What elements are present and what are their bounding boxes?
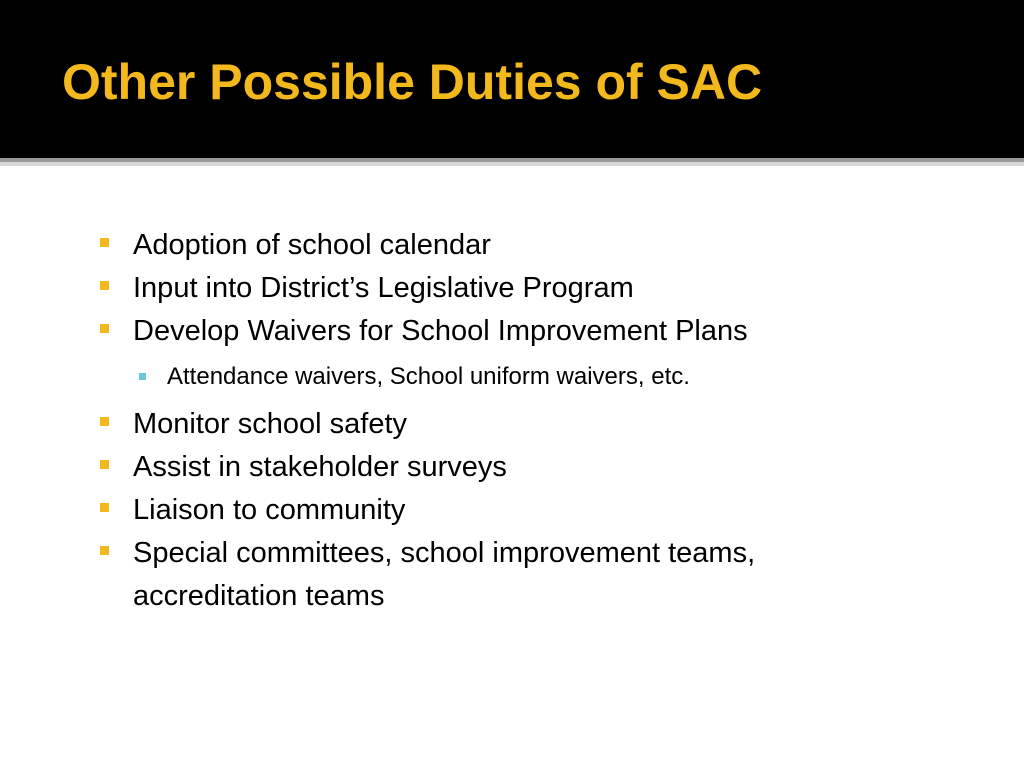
list-item [98, 224, 898, 267]
list-item-text: Special committees, school improvement teams, accreditation teams [133, 537, 756, 612]
list-item [98, 403, 898, 446]
list-item-text: Assist in stakeholder surveys [133, 451, 507, 483]
square-bullet-icon [100, 546, 109, 555]
list-item [98, 310, 898, 353]
square-bullet-icon [100, 417, 109, 426]
title-divider-shadow [0, 162, 1024, 166]
list-item [98, 489, 898, 532]
square-sub-bullet-icon [139, 373, 146, 380]
sub-list-item [98, 357, 898, 397]
bullet-list [98, 224, 898, 618]
list-item-text: Liaison to community [133, 494, 406, 526]
list-item-text: Monitor school safety [133, 408, 408, 440]
square-bullet-icon [100, 324, 109, 333]
slide-title: Other Possible Duties of SAC [62, 54, 763, 110]
square-bullet-icon [100, 281, 109, 290]
list-item-text: Input into District’s Legislative Program [133, 272, 634, 304]
list-item [98, 267, 898, 310]
sub-list-item-text: Attendance waivers, School uniform waivers, etc. [167, 363, 690, 390]
square-bullet-icon [100, 238, 109, 247]
square-bullet-icon [100, 503, 109, 512]
list-item [98, 446, 898, 489]
list-item [98, 532, 898, 618]
list-item-text: Develop Waivers for School Improvement Plans [133, 315, 748, 347]
square-bullet-icon [100, 460, 109, 469]
list-item-text: Adoption of school calendar [133, 229, 491, 261]
title-bar [0, 0, 1024, 158]
